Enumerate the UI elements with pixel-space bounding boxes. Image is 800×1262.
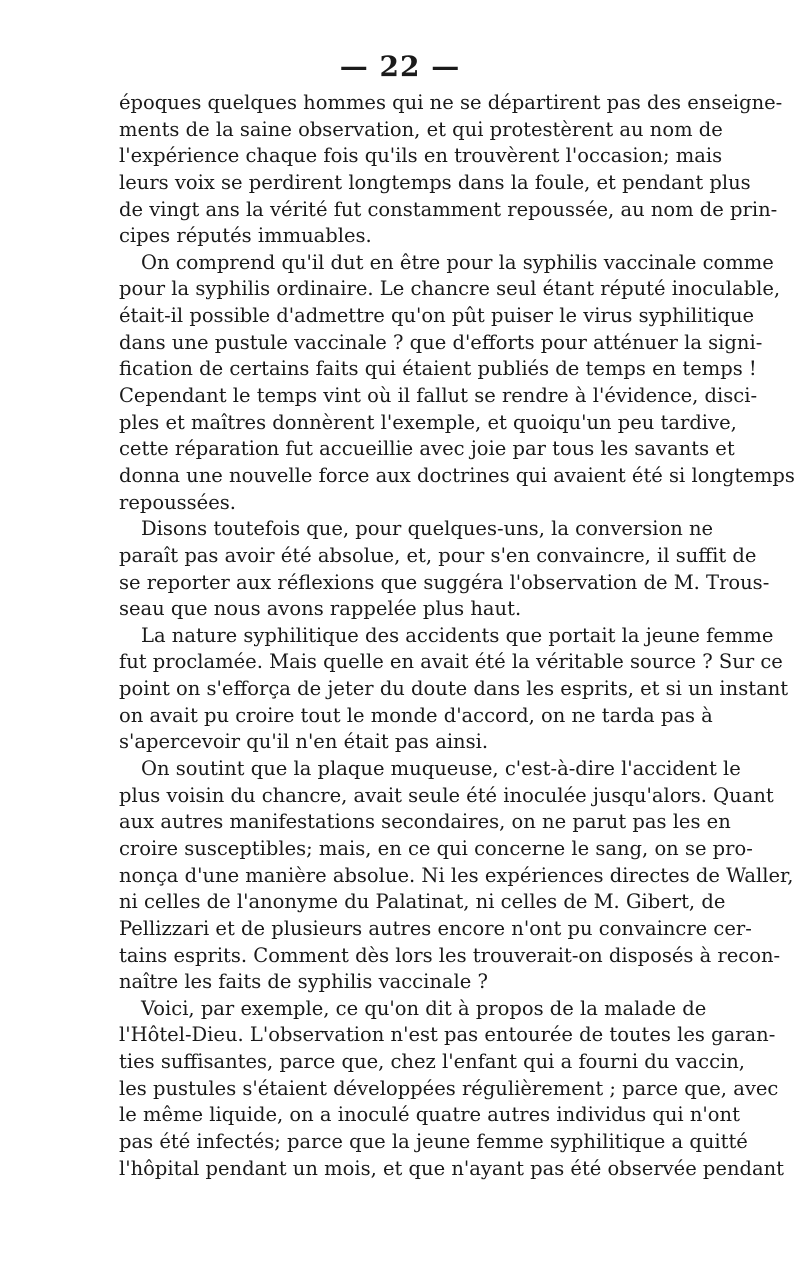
text-line: point on s'efforça de jeter du doute dans les esprits, et si un instant	[119, 677, 789, 701]
text-line: était-il possible d'admettre qu'on pût puiser le virus syphilitique	[119, 304, 755, 328]
text-line: repoussées.	[119, 490, 236, 514]
body-text	[119, 90, 795, 1182]
text-line: croire susceptibles; mais, en ce qui concerne le sang, on se pro-	[119, 836, 753, 860]
text-line: époques quelques hommes qui ne se départirent pas des enseigne-	[119, 91, 783, 114]
text-line: ties suffisantes, parce que, chez l'enfant qui a fourni du vaccin,	[119, 1050, 745, 1074]
text-line: tains esprits. Comment dès lors les trouverait-on disposés à recon-	[119, 943, 781, 967]
text-line: On comprend qu'il dut en être pour la syphilis vaccinale comme	[141, 250, 774, 274]
text-line: fication de certains faits qui étaient publiés de temps en temps !	[119, 357, 757, 381]
text-line: seau que nous avons rappelée plus haut.	[119, 597, 522, 621]
text-line: Pellizzari et de plusieurs autres encore n'ont pu convaincre cer-	[119, 916, 752, 940]
text-line: l'expérience chaque fois qu'ils en trouvèrent l'occasion; mais	[119, 144, 723, 168]
text-line: de vingt ans la vérité fut constamment repoussée, au nom de prin-	[119, 197, 778, 221]
text-line: Disons toutefois que, pour quelques-uns, la conversion ne	[141, 517, 714, 541]
text-line: dans une pustule vaccinale ? que d'efforts pour atténuer la signi-	[119, 330, 763, 354]
text-line: on avait pu croire tout le monde d'accord, on ne tarda pas à	[119, 703, 713, 727]
text-line: fut proclamée. Mais quelle en avait été la véritable source ? Sur ce	[119, 650, 783, 674]
text-line: cipes réputés immuables.	[119, 224, 372, 248]
text-line: pas été infectés; parce que la jeune femme syphilitique a quitté	[119, 1129, 748, 1153]
text-line: plus voisin du chancre, avait seule été inoculée jusqu'alors. Quant	[119, 783, 774, 807]
text-line: s'apercevoir qu'il n'en était pas ainsi.	[119, 730, 489, 754]
text-line: Voici, par exemple, ce qu'on dit à propos de la malade de	[141, 996, 707, 1020]
text-line: On soutint que la plaque muqueuse, c'est-à-dire l'accident le	[141, 757, 741, 781]
text-line: ni celles de l'anonyme du Palatinat, ni celles de M. Gibert, de	[119, 890, 726, 914]
text-line: l'Hôtel-Dieu. L'observation n'est pas entourée de toutes les garan-	[119, 1023, 776, 1047]
text-line: ments de la saine observation, et qui protestèrent au nom de	[119, 117, 723, 141]
text-line: Cependant le temps vint où il fallut se rendre à l'évidence, disci-	[119, 384, 758, 408]
text-line: naître les faits de syphilis vaccinale ?	[119, 970, 488, 994]
text-line: leurs voix se perdirent longtemps dans la foule, et pendant plus	[119, 170, 751, 194]
text-line: ples et maîtres donnèrent l'exemple, et quoiqu'un peu tardive,	[119, 410, 737, 434]
text-line: paraît pas avoir été absolue, et, pour s'en convaincre, il suffit de	[119, 543, 757, 567]
text-line: pour la syphilis ordinaire. Le chancre seul étant réputé inoculable,	[119, 277, 781, 301]
text-line: donna une nouvelle force aux doctrines qui avaient été si longtemps	[119, 463, 795, 487]
text-line: La nature syphilitique des accidents que portait la jeune femme	[141, 623, 774, 647]
page-number: — 22 —	[339, 50, 461, 83]
text-line: se reporter aux réflexions que suggéra l'observation de M. Trous-	[119, 570, 770, 594]
text-line: les pustules s'étaient développées régulièrement ; parce que, avec	[119, 1076, 779, 1100]
text-line: aux autres manifestations secondaires, on ne parut pas les en	[119, 810, 731, 834]
text-line: cette réparation fut accueillie avec joie par tous les savants et	[119, 437, 735, 461]
text-line: nonça d'une manière absolue. Ni les expériences directes de Waller,	[119, 863, 794, 887]
text-line: le même liquide, on a inoculé quatre autres individus qui n'ont	[119, 1103, 740, 1127]
text-line: l'hôpital pendant un mois, et que n'ayant pas été observée pendant	[119, 1156, 785, 1180]
